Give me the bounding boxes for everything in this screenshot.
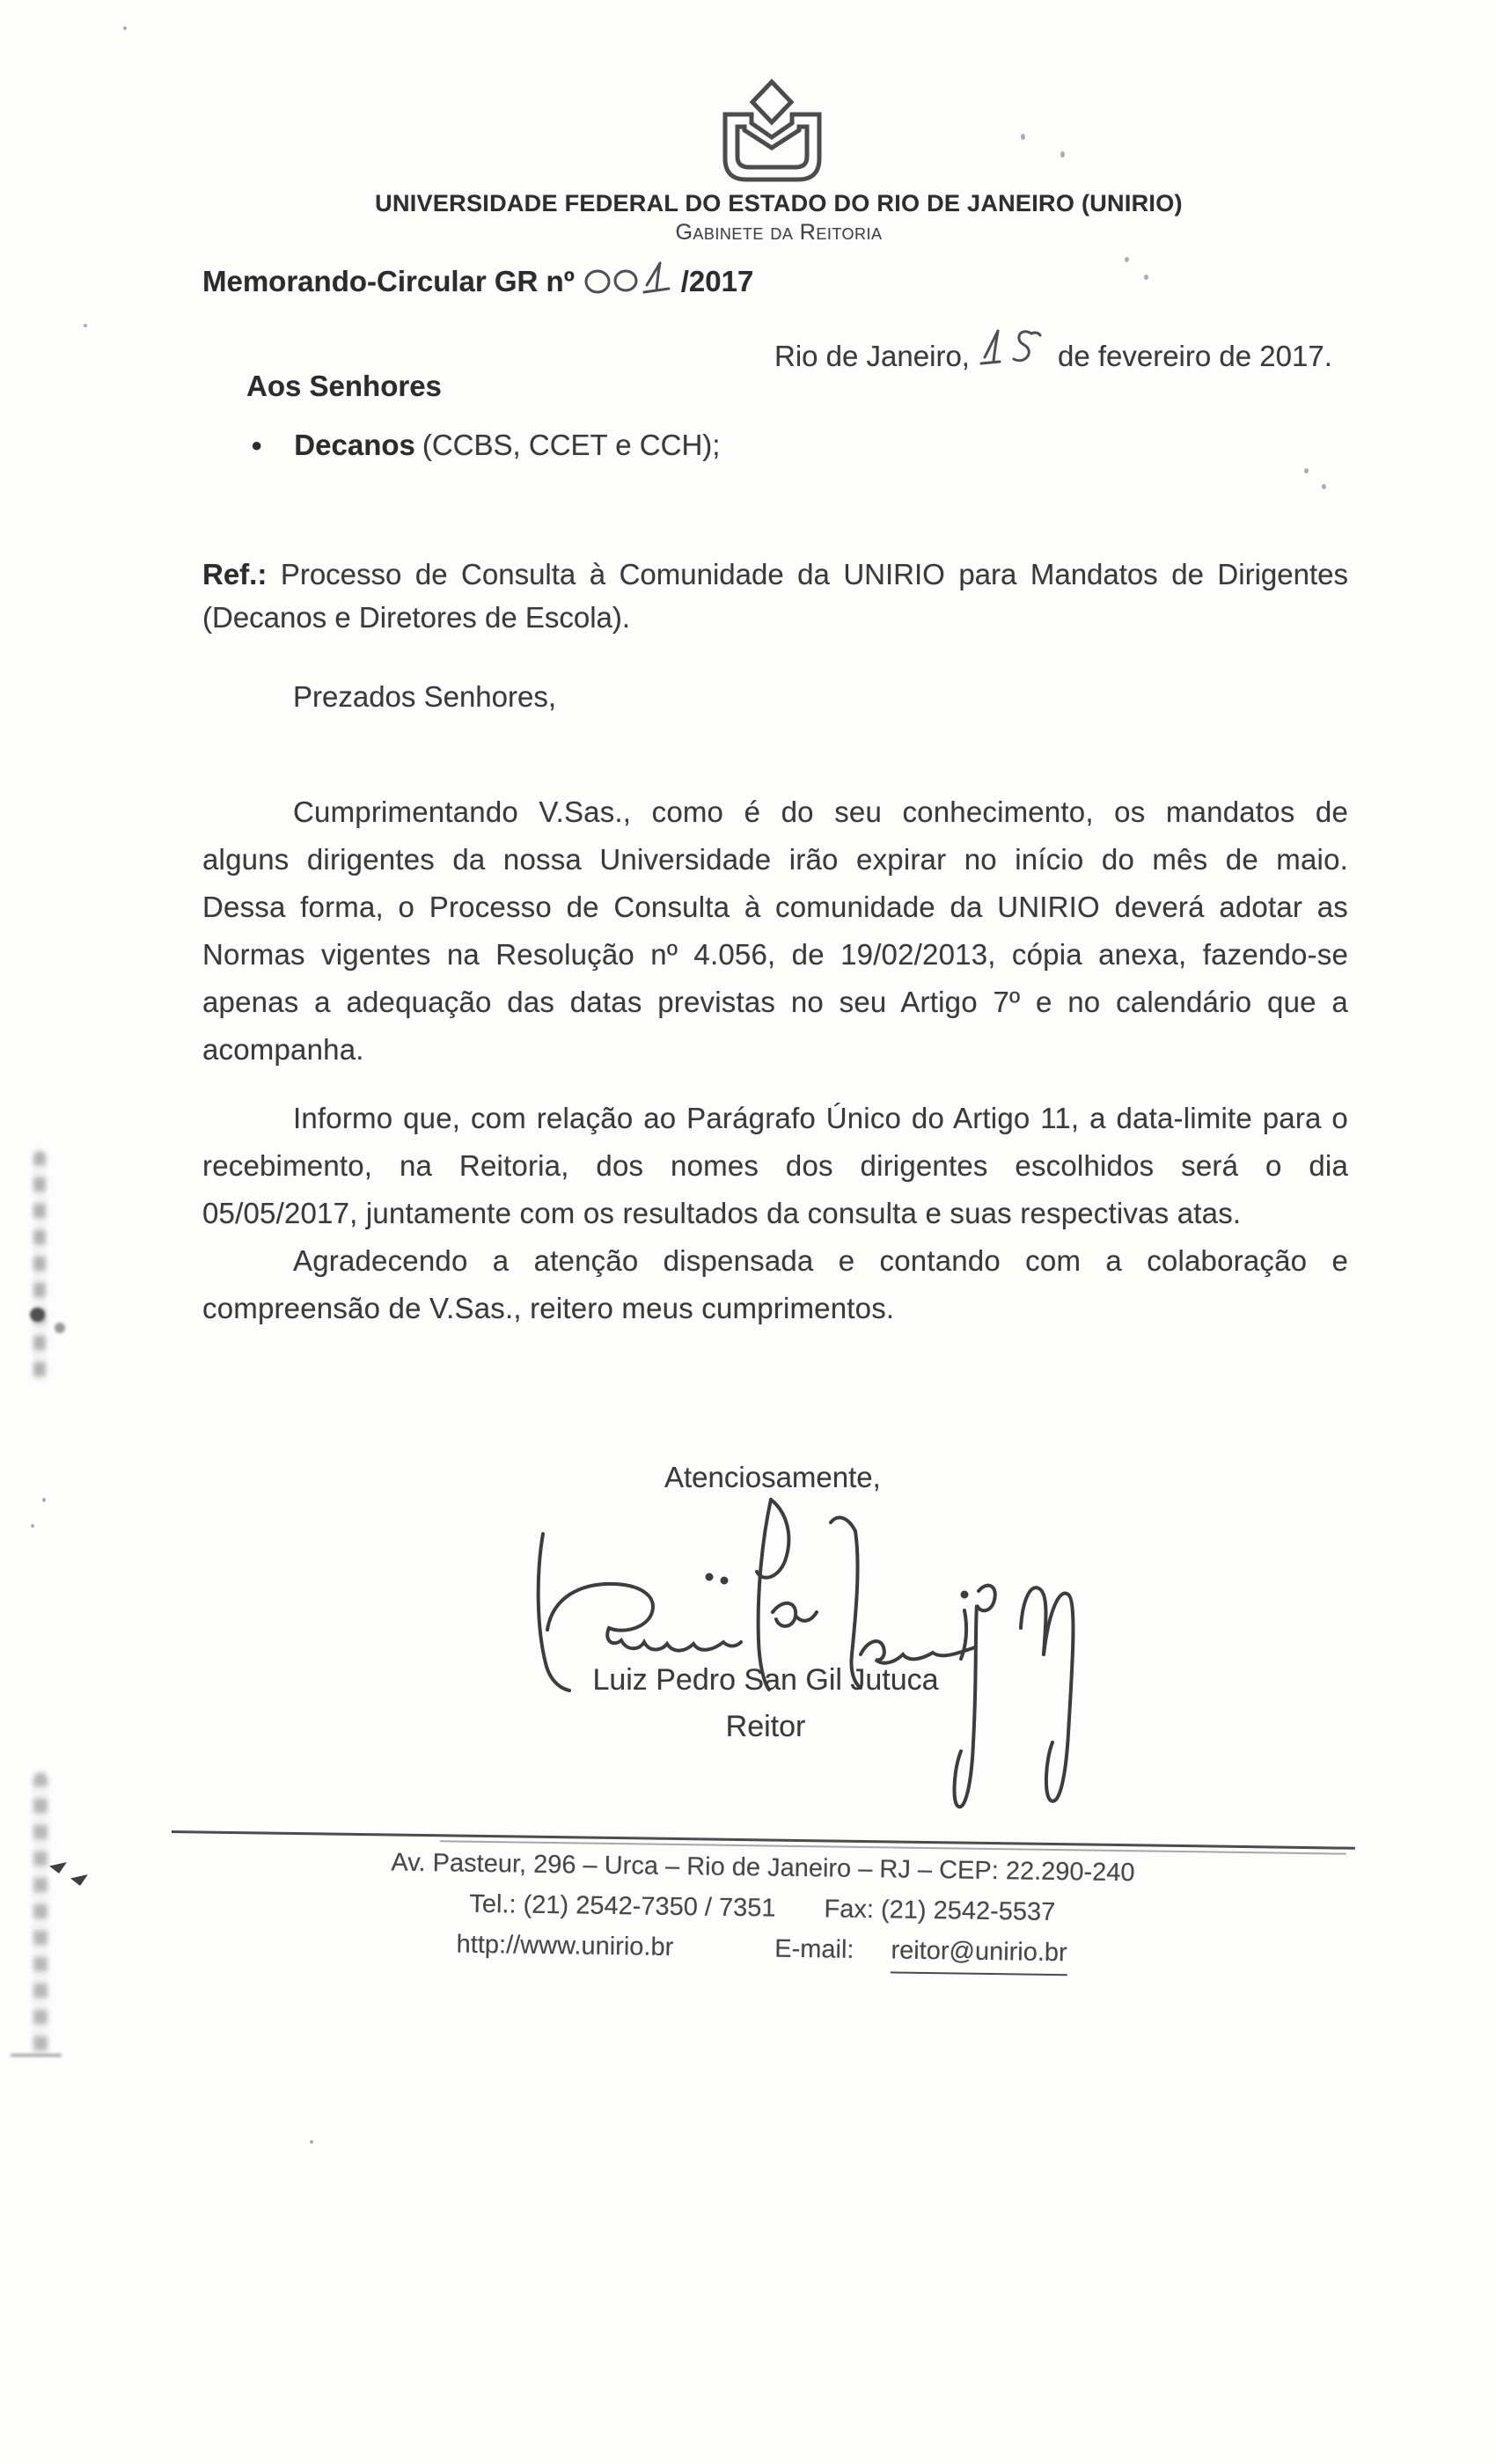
scan-speck	[42, 1498, 46, 1502]
scan-speck	[123, 26, 127, 30]
date-line	[774, 324, 1332, 373]
footer	[170, 1830, 1355, 1980]
scan-blob	[30, 1308, 45, 1322]
body-line: acompanha.	[202, 1033, 364, 1066]
reference-line: (Decanos e Diretores de Escola).	[202, 601, 631, 634]
university-name: UNIVERSIDADE FEDERAL DO ESTADO DO RIO DE JANEIRO (UNIRIO)	[375, 190, 1183, 216]
footer-email-label: E-mail:	[774, 1934, 854, 1964]
body-paragraph	[202, 1237, 1348, 1332]
handwritten-day	[979, 324, 1042, 370]
reference-line	[202, 553, 1348, 596]
recipients-heading: Aos Senhores	[246, 370, 442, 402]
body-line: alguns dirigentes da nossa Universidade irão expirar no início do mês de maio.	[202, 843, 1348, 876]
scan-speck	[1144, 275, 1148, 280]
reference-label: Ref.:	[202, 558, 268, 590]
unirio-logo-icon	[722, 77, 823, 183]
date-prefix: Rio de Janeiro,	[774, 340, 970, 372]
bullet-icon: ●	[251, 434, 263, 456]
scan-speck	[1322, 484, 1326, 489]
body-line: Normas vigentes na Resolução nº 4.056, de 19/02/2013, cópia anexa, fazendo-se	[202, 938, 1348, 971]
recipient-bold: Decanos	[294, 429, 415, 461]
body-line: Dessa forma, o Processo de Consulta à comunidade da UNIRIO deverá adotar as	[202, 891, 1348, 923]
scan-streak	[33, 1151, 46, 1382]
salutation: Prezados Senhores,	[293, 680, 557, 713]
footer-email-link[interactable]: reitor@unirio.br	[891, 1930, 1067, 1976]
scan-mark	[11, 2054, 62, 2057]
body-line: 05/05/2017, juntamente com os resultados da consulta e suas respectivas atas.	[202, 1197, 1242, 1229]
scan-streak	[33, 1772, 48, 2056]
footer-fax: Fax: (21) 2542-5537	[824, 1895, 1056, 1927]
reference-block	[202, 553, 1348, 639]
scan-mark	[70, 1874, 88, 1886]
body-paragraph	[202, 788, 1348, 1074]
reference-text: Processo de Consulta à Comunidade da UNIRIO para Mandatos de Dirigentes	[267, 558, 1348, 590]
scan-blob	[55, 1323, 65, 1333]
scan-speck	[31, 1524, 34, 1528]
office-name: Gabinete da Reitoria	[675, 220, 883, 245]
memo-number-line	[202, 258, 753, 298]
body-line: Agradecendo a atenção dispensada e contando com a colaboração e	[293, 1244, 1348, 1277]
memo-prefix: Memorando-Circular GR nº	[202, 265, 575, 297]
closing: Atenciosamente,	[664, 1461, 881, 1493]
scan-speck	[310, 2140, 313, 2144]
memo-suffix: /2017	[680, 265, 754, 297]
body-line: compreensão de V.Sas., reitero meus cumprimentos.	[202, 1292, 895, 1324]
signer-title: Reitor	[725, 1710, 806, 1743]
body-line: recebimento, na Reitoria, dos nomes dos dirigentes escolhidos será o dia	[202, 1149, 1348, 1182]
footer-phone: Tel.: (21) 2542-7350 / 7351	[469, 1889, 776, 1923]
body-line: Informo que, com relação ao Parágrafo Único do Artigo 11, a data-limite para o	[293, 1102, 1348, 1134]
body-line: Cumprimentando V.Sas., como é do seu conhecimento, os mandatos de	[293, 796, 1348, 828]
scan-speck	[1304, 468, 1309, 473]
scan-mark	[49, 1862, 67, 1874]
scan-speck	[84, 324, 87, 327]
scan-speck	[1060, 151, 1065, 158]
body-paragraph	[202, 1095, 1348, 1237]
recipient-item	[251, 429, 720, 462]
body-text	[202, 788, 1348, 1332]
footer-address: Av. Pasteur, 296 – Urca – Rio de Janeiro – RJ – CEP: 22.290-240	[391, 1848, 1135, 1888]
footer-website: http://www.unirio.br	[456, 1930, 674, 1962]
scan-speck	[1021, 134, 1025, 140]
recipient-rest: (CCBS, CCET e CCH);	[422, 429, 721, 461]
body-line: apenas a adequação das datas previstas no seu Artigo 7º e no calendário que a	[202, 986, 1348, 1018]
signer-name: Luiz Pedro San Gil Jutuca	[592, 1663, 939, 1697]
signer-block	[563, 1663, 968, 1744]
handwritten-memo-number	[583, 258, 676, 298]
scan-speck	[1125, 257, 1129, 262]
date-suffix: de fevereiro de 2017.	[1057, 340, 1332, 372]
